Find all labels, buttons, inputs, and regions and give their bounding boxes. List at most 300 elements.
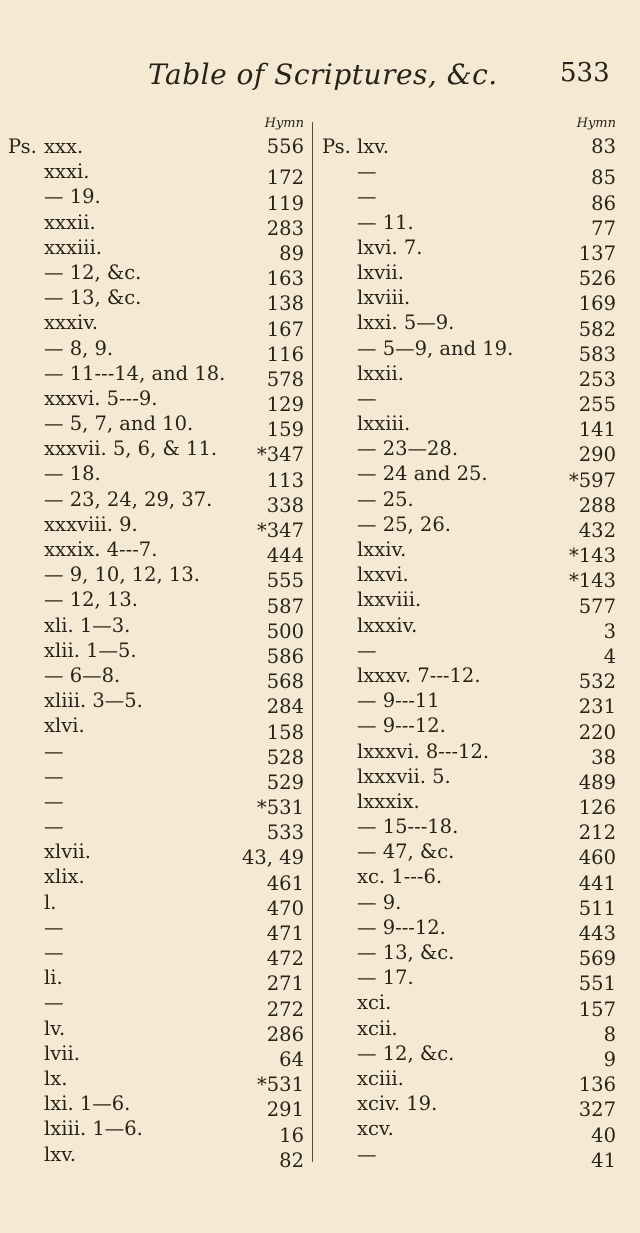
chapter-verse: — 13, &c.: [357, 941, 455, 964]
chapter-verse: lxxxvi. 8---12.: [357, 739, 490, 763]
table-row: [8, 1041, 304, 1071]
table-row: [8, 562, 304, 593]
scripture-reference: [322, 915, 446, 940]
chapter-verse: — 9---12.: [357, 714, 446, 738]
scripture-reference: [8, 1016, 65, 1041]
scripture-reference: [8, 285, 141, 310]
book-abbreviation: [8, 1066, 44, 1091]
chapter-verse: lxxviii.: [357, 588, 422, 612]
column-divider: [312, 122, 313, 1162]
scripture-reference: [322, 1116, 394, 1141]
book-abbreviation: [322, 890, 357, 915]
table-row: [322, 285, 616, 316]
hymn-number: 578: [266, 367, 304, 391]
chapter-verse: lx.: [44, 1066, 68, 1090]
book-abbreviation: [8, 940, 44, 965]
scripture-reference: [322, 587, 421, 612]
chapter-verse: — 25.: [357, 487, 414, 511]
chapter-verse: — 9, 10, 12, 13.: [44, 563, 200, 587]
book-abbreviation: [8, 562, 44, 587]
table-row: [8, 890, 304, 920]
scripture-reference: [8, 839, 91, 864]
table-row: [8, 210, 304, 240]
chapter-verse: lxvii.: [357, 260, 404, 284]
hymn-number: 119: [266, 191, 304, 215]
hymn-number: *143: [569, 544, 616, 568]
chapter-verse: — 5—9, and 19.: [357, 336, 514, 360]
book-abbreviation: [322, 537, 357, 562]
scripture-reference: [8, 184, 101, 209]
book-abbreviation: [322, 1066, 357, 1091]
chapter-verse: — 11---14, and 18.: [44, 361, 226, 385]
chapter-verse: lvii.: [44, 1041, 80, 1065]
chapter-verse: —: [357, 185, 377, 209]
table-row: [322, 890, 616, 920]
scripture-reference: [8, 587, 138, 612]
table-row: [322, 310, 616, 341]
hymn-number: 38: [591, 745, 616, 769]
chapter-verse: xxxiv.: [44, 311, 99, 335]
chapter-verse: lxxi. 5—9.: [357, 311, 455, 335]
hymn-number: 441: [578, 871, 616, 895]
book-abbreviation: [8, 487, 44, 512]
scripture-reference: [322, 235, 423, 260]
hymn-number: 89: [279, 241, 304, 265]
book-abbreviation: [8, 184, 44, 209]
scripture-reference: [8, 210, 96, 235]
hymn-column-header: Hymn: [264, 116, 304, 131]
scripture-reference: [322, 512, 451, 537]
chapter-verse: — 19.: [44, 185, 101, 209]
scripture-reference: [322, 965, 414, 990]
table-row: [8, 184, 304, 215]
scripture-reference: [8, 990, 64, 1015]
table-row: [322, 1041, 616, 1071]
scripture-reference: [8, 940, 64, 965]
book-abbreviation: [8, 411, 44, 436]
book-abbreviation: [322, 587, 357, 612]
hymn-number: 137: [578, 241, 616, 265]
book-abbreviation: [322, 965, 357, 990]
hymn-number: 461: [266, 871, 304, 895]
chapter-verse: xxxi.: [44, 160, 90, 184]
hymn-number: 327: [578, 1098, 616, 1122]
scripture-reference: [322, 890, 401, 915]
book-abbreviation: [8, 739, 44, 764]
hymn-number: 470: [266, 896, 304, 920]
book-abbreviation: [8, 1041, 44, 1066]
table-row: [8, 1066, 304, 1097]
hymn-number: 212: [578, 821, 616, 845]
table-row: [322, 663, 616, 694]
chapter-verse: lxxvi.: [357, 563, 409, 587]
scripture-reference: [322, 1041, 454, 1066]
book-abbreviation: [322, 915, 357, 940]
scripture-reference: [8, 814, 64, 839]
table-row: [8, 739, 304, 769]
scripture-reference: [322, 310, 454, 335]
table-row: [8, 915, 304, 946]
book-abbreviation: [8, 663, 44, 688]
hymn-number: 64: [279, 1047, 304, 1071]
hymn-number: 529: [266, 770, 304, 794]
chapter-verse: — 25, 26.: [357, 512, 451, 536]
hymn-number: 158: [266, 720, 304, 744]
chapter-verse: —: [44, 789, 64, 813]
hymn-number: 284: [266, 695, 304, 719]
scripture-reference: [8, 713, 85, 738]
hymn-number: 159: [266, 418, 304, 442]
chapter-verse: li.: [44, 966, 63, 990]
chapter-verse: xlix.: [44, 865, 85, 889]
scripture-reference: [322, 1091, 437, 1116]
hymn-number: 220: [578, 720, 616, 744]
hymn-number: 157: [578, 997, 616, 1021]
scripture-reference: [322, 839, 454, 864]
book-abbreviation: [322, 638, 357, 663]
chapter-verse: lxxxix.: [357, 789, 420, 813]
scripture-reference: [8, 1066, 67, 1091]
chapter-verse: — 23—28.: [357, 437, 459, 461]
hymn-number: 528: [266, 745, 304, 769]
scripture-reference: [8, 562, 200, 587]
book-abbreviation: [322, 461, 357, 486]
hymn-number: 288: [578, 493, 616, 517]
scripture-reference: [322, 487, 414, 512]
hymn-number: 169: [578, 292, 616, 316]
table-row: [8, 1116, 304, 1147]
book-abbreviation: [8, 915, 44, 940]
scripture-reference: [322, 789, 420, 814]
hymn-number: 568: [266, 670, 304, 694]
table-row: [322, 688, 616, 719]
chapter-verse: — 12, &c.: [44, 260, 142, 284]
table-row: [322, 990, 616, 1021]
book-abbreviation: [322, 663, 357, 688]
chapter-verse: lxv.: [357, 135, 390, 158]
chapter-verse: lxv.: [44, 1142, 77, 1166]
chapter-verse: — 9.: [357, 890, 402, 914]
table-row: [322, 864, 616, 895]
table-row: [322, 184, 616, 215]
book-abbreviation: [8, 436, 44, 461]
hymn-number: 583: [578, 342, 616, 366]
table-row: [8, 310, 304, 341]
table-row: [8, 1142, 304, 1172]
hymn-number: 472: [266, 947, 304, 971]
book-abbreviation: [8, 336, 44, 361]
hymn-number: 172: [266, 166, 304, 190]
chapter-verse: lxviii.: [357, 286, 411, 310]
hymn-number: 286: [266, 1022, 304, 1046]
book-abbreviation: [8, 461, 44, 486]
table-row: [8, 990, 304, 1021]
chapter-verse: xci.: [357, 991, 392, 1015]
table-row: [8, 839, 304, 870]
table-row: [8, 713, 304, 744]
table-row: [8, 386, 304, 417]
hymn-number: 253: [578, 367, 616, 391]
scripture-reference: [8, 1116, 143, 1141]
hymn-column-header: Hymn: [576, 116, 616, 131]
chapter-verse: —: [357, 1142, 377, 1166]
scripture-reference: [8, 764, 64, 789]
book-abbreviation: [322, 336, 357, 361]
scripture-reference: [322, 386, 377, 411]
table-row: [322, 789, 616, 820]
chapter-verse: lxxiii.: [357, 412, 411, 436]
table-row: [8, 940, 304, 971]
book-abbreviation: [322, 562, 357, 587]
table-row: [322, 1016, 616, 1046]
chapter-verse: xlvii.: [44, 840, 91, 864]
book-abbreviation: [8, 864, 44, 889]
right-rows: [322, 134, 616, 1172]
table-row: [322, 613, 616, 643]
chapter-verse: xlvi.: [44, 714, 85, 738]
chapter-verse: lxxiv.: [357, 538, 407, 561]
hymn-number: 41: [591, 1148, 616, 1172]
chapter-verse: — 15---18.: [357, 815, 459, 839]
scripture-reference: [8, 537, 157, 562]
book-abbreviation: [322, 361, 357, 386]
chapter-verse: xxxii.: [44, 210, 96, 234]
scripture-reference: [8, 638, 137, 663]
scripture-reference: [322, 1066, 404, 1091]
hymn-number: *143: [569, 569, 616, 593]
hymn-number: 489: [578, 770, 616, 794]
table-row: [322, 1116, 616, 1147]
chapter-verse: lxxxvii. 5.: [357, 764, 451, 788]
book-abbreviation: [322, 235, 357, 260]
book-abbreviation: [322, 260, 357, 285]
hymn-number: 163: [266, 267, 304, 291]
table-row: [8, 235, 304, 265]
book-abbreviation: [322, 310, 357, 335]
table-row: [322, 713, 616, 744]
hymn-number: 443: [578, 922, 616, 946]
book-abbreviation: [8, 1142, 44, 1167]
book-abbreviation: [322, 613, 357, 638]
chapter-verse: xciv. 19.: [357, 1092, 438, 1116]
book-abbreviation: [8, 587, 44, 612]
scripture-reference: [8, 386, 157, 411]
chapter-verse: — 9---12.: [357, 915, 446, 939]
table-row: [8, 260, 304, 291]
hymn-number: 16: [279, 1123, 304, 1147]
page-number: 533: [560, 58, 610, 88]
scripture-reference: [322, 562, 409, 587]
scripture-reference: [322, 336, 513, 361]
chapter-verse: —: [357, 386, 377, 410]
hymn-number: 231: [578, 695, 616, 719]
book-abbreviation: [322, 285, 357, 310]
book-abbreviation: [322, 764, 357, 789]
chapter-verse: — 18.: [44, 462, 101, 486]
hymn-number: 556: [266, 135, 304, 158]
book-abbreviation: [8, 537, 44, 562]
scripture-reference: [8, 336, 113, 361]
book-abbreviation: [322, 739, 357, 764]
chapter-verse: —: [44, 991, 64, 1015]
chapter-verse: lxiii. 1—6.: [44, 1117, 143, 1141]
chapter-verse: xlii. 1—5.: [44, 638, 137, 662]
table-row: [8, 436, 304, 467]
hymn-number: 83: [591, 135, 616, 158]
table-row: [8, 789, 304, 820]
table-row: [322, 1066, 616, 1097]
table-row: [322, 210, 616, 240]
table-row: [322, 386, 616, 417]
table-row: [8, 361, 304, 391]
book-abbreviation: [8, 638, 44, 663]
book-abbreviation: [322, 839, 357, 864]
scripture-reference: [8, 461, 101, 486]
chapter-verse: — 11.: [357, 210, 414, 234]
scripture-reference: [322, 1142, 377, 1167]
scripture-reference: [8, 260, 141, 285]
book-abbreviation: [8, 1016, 44, 1041]
table-row: [322, 915, 616, 946]
scripture-reference: [8, 663, 120, 688]
book-abbreviation: [322, 1041, 357, 1066]
table-row: [8, 411, 304, 442]
left-column: [8, 116, 304, 1172]
book-abbreviation: Ps.: [322, 135, 351, 158]
table-row: [8, 587, 304, 618]
scripture-reference: [322, 184, 377, 209]
scripture-reference: [8, 890, 56, 915]
table-row: [322, 134, 616, 159]
book-abbreviation: [8, 713, 44, 738]
book-abbreviation: [8, 688, 44, 713]
table-row: [8, 638, 304, 668]
book-abbreviation: [8, 361, 44, 386]
hymn-number: 8: [603, 1022, 616, 1046]
chapter-verse: —: [44, 815, 64, 839]
scripture-reference: [8, 688, 143, 713]
hymn-number: 116: [266, 342, 304, 366]
scripture-reference: [322, 537, 406, 562]
book-abbreviation: [8, 260, 44, 285]
chapter-verse: xli. 1—3.: [44, 613, 131, 637]
chapter-verse: — 9---11: [357, 689, 440, 713]
book-abbreviation: Ps.: [8, 135, 37, 158]
book-abbreviation: [8, 235, 44, 260]
scripture-reference: [322, 739, 489, 764]
book-abbreviation: [8, 990, 44, 1015]
chapter-verse: lxxxiv.: [357, 613, 418, 637]
book-abbreviation: [322, 159, 357, 184]
chapter-verse: lxxxv. 7---12.: [357, 663, 481, 687]
hymn-number: 82: [279, 1148, 304, 1172]
table-row: [322, 461, 616, 492]
hymn-number: 3: [603, 619, 616, 643]
chapter-verse: —: [44, 739, 64, 763]
hymn-number: 86: [591, 191, 616, 215]
chapter-verse: lv.: [44, 1016, 66, 1040]
running-title: Table of Scriptures, &c.: [148, 58, 498, 91]
hymn-number: 444: [266, 544, 304, 568]
chapter-verse: lxxii.: [357, 361, 404, 385]
scripture-reference: [322, 361, 404, 386]
hymn-number: 533: [266, 821, 304, 845]
chapter-verse: xxx.: [44, 135, 84, 158]
book-abbreviation: [322, 1116, 357, 1141]
left-rows: [8, 134, 304, 1172]
hymn-number: 587: [266, 594, 304, 618]
chapter-verse: xxxix. 4---7.: [44, 538, 158, 561]
hymn-number: 432: [578, 519, 616, 543]
chapter-verse: —: [44, 915, 64, 939]
scripture-reference: [322, 461, 488, 486]
chapter-verse: — 12, 13.: [44, 588, 138, 612]
book-abbreviation: [8, 512, 44, 537]
hymn-number: 138: [266, 292, 304, 316]
chapter-verse: xc. 1---6.: [357, 865, 443, 889]
table-row: [322, 336, 616, 366]
table-row: [322, 361, 616, 391]
scripture-reference: [322, 990, 391, 1015]
chapter-verse: — 5, 7, and 10.: [44, 412, 194, 436]
scripture-reference: [8, 487, 212, 512]
scripture-reference: [322, 764, 451, 789]
hymn-number: *531: [257, 796, 304, 820]
scripture-reference: [8, 361, 225, 386]
chapter-verse: — 17.: [357, 966, 414, 990]
table-row: [8, 487, 304, 517]
chapter-verse: —: [357, 160, 377, 184]
chapter-verse: —: [44, 764, 64, 788]
table-row: [322, 764, 616, 794]
book-abbreviation: [8, 814, 44, 839]
hymn-number: 129: [266, 393, 304, 417]
book-abbreviation: [8, 386, 44, 411]
scripture-reference: [322, 638, 377, 663]
hymn-number: 167: [266, 317, 304, 341]
scripture-reference: [322, 864, 442, 889]
chapter-verse: — 6—8.: [44, 663, 121, 687]
book-abbreviation: [8, 310, 44, 335]
book-abbreviation: [322, 1016, 357, 1041]
hymn-number: 77: [591, 216, 616, 240]
book-abbreviation: [322, 789, 357, 814]
book-abbreviation: [322, 814, 357, 839]
scripture-reference: [8, 864, 85, 889]
table-row: [8, 663, 304, 694]
book-abbreviation: [8, 613, 44, 638]
table-row: [8, 688, 304, 719]
hymn-number: 141: [578, 418, 616, 442]
table-row: [8, 1016, 304, 1046]
table-row: [8, 159, 304, 190]
hymn-number: 43, 49: [241, 846, 304, 870]
chapter-verse: — 12, &c.: [357, 1041, 455, 1065]
hymn-number: 511: [578, 896, 616, 920]
table-row: [322, 512, 616, 543]
scripture-reference: [322, 285, 410, 310]
scripture-reference: [322, 613, 417, 638]
chapter-verse: — 23, 24, 29, 37.: [44, 487, 213, 511]
hymn-number: *347: [257, 443, 304, 467]
table-row: [322, 638, 616, 668]
book-abbreviation: [8, 764, 44, 789]
book-abbreviation: [322, 210, 357, 235]
book-abbreviation: [8, 1116, 44, 1141]
hymn-number: 9: [603, 1047, 616, 1071]
book-abbreviation: [8, 789, 44, 814]
book-abbreviation: [322, 1091, 357, 1116]
